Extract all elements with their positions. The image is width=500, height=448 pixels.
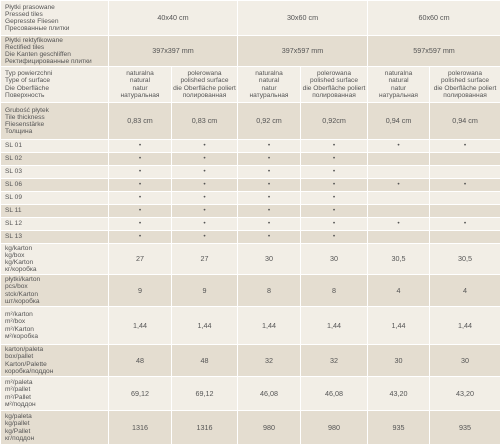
sl-row [1, 179, 500, 192]
label-line: м²/коробка [5, 332, 38, 340]
sl-row [1, 153, 500, 166]
thickness-value: 0,92 cm [238, 103, 301, 140]
availability-dot: • [109, 218, 172, 231]
packaging-row [1, 377, 500, 411]
empty-cell [368, 192, 430, 205]
label-line: м²/поддон [5, 400, 36, 408]
label-line: kg/Karton [5, 259, 34, 266]
availability-dot: • [109, 140, 172, 153]
size-60x60: 60x60 cm [368, 1, 500, 36]
packaging-value: 9 [109, 275, 172, 307]
sl-row [1, 205, 500, 218]
size-30x60: 30x60 cm [238, 1, 368, 36]
label-line: m²/paleta [5, 379, 33, 387]
availability-dot: • [238, 179, 301, 192]
packaging-value: 43,20 [430, 377, 500, 411]
sl-code: SL 01 [1, 140, 109, 153]
availability-dot: • [301, 218, 368, 231]
label-line: кг/коробка [5, 266, 37, 274]
availability-dot: • [238, 140, 301, 153]
packaging-value: 9 [172, 275, 238, 307]
thickness-label: Grubość płytek Tile thickness Fliesenstärke Толщина [1, 103, 109, 140]
packaging-value: 30 [301, 244, 368, 275]
availability-dot: • [109, 192, 172, 205]
empty-cell [368, 231, 430, 244]
label-line: pcs/box [5, 283, 28, 291]
label-line: коробка/поддон [5, 367, 54, 375]
surface-natural: naturalna natural natur натуральная [368, 67, 430, 103]
label-line: m²/pallet [5, 386, 31, 394]
availability-dot: • [238, 153, 301, 166]
empty-cell [430, 205, 500, 218]
packaging-value: 30,5 [430, 244, 500, 275]
availability-dot: • [172, 166, 238, 179]
packaging-value: 1,44 [430, 307, 500, 345]
availability-dot: • [109, 166, 172, 179]
packaging-value: 1316 [109, 411, 172, 445]
surface-row [1, 67, 500, 103]
empty-cell [368, 166, 430, 179]
sl-row [1, 140, 500, 153]
availability-dot: • [301, 179, 368, 192]
label-line: stck/Karton [5, 290, 38, 298]
availability-dot: • [172, 140, 238, 153]
packaging-label [1, 275, 109, 307]
empty-cell [368, 153, 430, 166]
label-line: box/pallet [5, 353, 34, 361]
surface-polished: polerowana polished surface die Oberfläche poliert полированная [172, 67, 238, 103]
empty-cell [368, 205, 430, 218]
packaging-value: 48 [172, 345, 238, 377]
availability-dot: • [172, 192, 238, 205]
packaging-value: 8 [301, 275, 368, 307]
packaging-value: 32 [301, 345, 368, 377]
availability-dot: • [301, 205, 368, 218]
surface-natural: naturalna natural natur натуральная [109, 67, 172, 103]
sl-code: SL 11 [1, 205, 109, 218]
availability-dot: • [238, 205, 301, 218]
label-line: płytki/karton [5, 276, 41, 284]
availability-dot: • [301, 166, 368, 179]
availability-dot: • [109, 231, 172, 244]
label-line: Karton/Palette [5, 360, 47, 368]
label-line: кг/поддон [5, 434, 35, 442]
packaging-label [1, 307, 109, 345]
availability-dot: • [172, 153, 238, 166]
empty-cell [430, 192, 500, 205]
rectified-label: Płytki rektyfikowane Rectified tiles Die Kanten geschliffen Ректифицированные плитки [1, 36, 109, 67]
sl-code: SL 06 [1, 179, 109, 192]
empty-cell [430, 166, 500, 179]
packaging-row [1, 307, 500, 345]
packaging-row [1, 275, 500, 307]
packaging-value: 1,44 [301, 307, 368, 345]
sl-code: SL 12 [1, 218, 109, 231]
thickness-value: 0,94 cm [430, 103, 500, 140]
availability-dot: • [368, 179, 430, 192]
availability-dot: • [368, 140, 430, 153]
packaging-label [1, 345, 109, 377]
sl-row [1, 218, 500, 231]
thickness-value: 0,83 cm [109, 103, 172, 140]
rectified-size-397x397: 397x397 mm [109, 36, 238, 67]
packaging-value: 30 [368, 345, 430, 377]
availability-dot: • [301, 192, 368, 205]
sl-code: SL 09 [1, 192, 109, 205]
packaging-value: 980 [301, 411, 368, 445]
availability-dot: • [430, 140, 500, 153]
availability-dot: • [301, 153, 368, 166]
sl-row [1, 192, 500, 205]
packaging-value: 4 [430, 275, 500, 307]
packaging-value: 27 [172, 244, 238, 275]
availability-dot: • [430, 179, 500, 192]
rectified-size-397x597: 397x597 mm [238, 36, 368, 67]
availability-dot: • [238, 166, 301, 179]
availability-dot: • [238, 218, 301, 231]
availability-dot: • [172, 205, 238, 218]
packaging-value: 1,44 [172, 307, 238, 345]
surface-natural: naturalna natural natur натуральная [238, 67, 301, 103]
label-line: m²/Pallet [5, 393, 32, 401]
availability-dot: • [109, 179, 172, 192]
label-line: kg/karton [5, 244, 33, 252]
label-line: шт/коробка [5, 297, 40, 305]
surface-polished: polerowana polished surface die Oberfläche poliert полированная [430, 67, 500, 103]
label-line: kg/Pallet [5, 427, 31, 435]
packaging-value: 980 [238, 411, 301, 445]
packaging-value: 1,44 [368, 307, 430, 345]
availability-dot: • [172, 218, 238, 231]
sl-code: SL 13 [1, 231, 109, 244]
packaging-value: 32 [238, 345, 301, 377]
availability-dot: • [238, 231, 301, 244]
label-line: kg/box [5, 251, 25, 259]
packaging-value: 30 [430, 345, 500, 377]
packaging-value: 1,44 [109, 307, 172, 345]
packaging-value: 43,20 [368, 377, 430, 411]
sl-code: SL 03 [1, 166, 109, 179]
packaging-value: 30 [238, 244, 301, 275]
sl-code: SL 02 [1, 153, 109, 166]
label-line: karton/paleta [5, 346, 44, 354]
packaging-value: 30,5 [368, 244, 430, 275]
thickness-row [1, 103, 500, 140]
thickness-value: 0,92cm [301, 103, 368, 140]
packaging-value: 935 [368, 411, 430, 445]
packaging-value: 69,12 [172, 377, 238, 411]
packaging-value: 48 [109, 345, 172, 377]
packaging-label [1, 244, 109, 275]
rectified-row [1, 36, 500, 67]
packaging-value: 46,08 [238, 377, 301, 411]
format-row [1, 1, 500, 36]
packaging-label [1, 411, 109, 445]
availability-dot: • [430, 218, 500, 231]
empty-cell [430, 231, 500, 244]
packaging-row [1, 345, 500, 377]
label-line: kg/paleta [5, 413, 32, 421]
packaging-value: 1,44 [238, 307, 301, 345]
packaging-value: 935 [430, 411, 500, 445]
packaging-row [1, 411, 500, 445]
packaging-value: 69,12 [109, 377, 172, 411]
availability-dot: • [109, 205, 172, 218]
availability-dot: • [172, 179, 238, 192]
label-line: m²/karton [5, 311, 33, 319]
label-line: m²/Karton [5, 325, 34, 333]
availability-dot: • [238, 192, 301, 205]
size-40x40: 40x40 cm [109, 1, 238, 36]
packaging-value: 46,08 [301, 377, 368, 411]
thickness-value: 0,94 cm [368, 103, 430, 140]
availability-dot: • [301, 231, 368, 244]
surface-polished: polerowana polished surface die Oberfläche poliert полированная [301, 67, 368, 103]
rectified-size-597x597: 597x597 mm [368, 36, 500, 67]
empty-cell [430, 153, 500, 166]
availability-dot: • [301, 140, 368, 153]
format-label: Płytki prasowane Pressed tiles Gepresste Fliesen Пресованные плитки [1, 1, 109, 36]
packaging-value: 8 [238, 275, 301, 307]
packaging-row [1, 244, 500, 275]
packaging-label [1, 377, 109, 411]
packaging-value: 1316 [172, 411, 238, 445]
thickness-value: 0,83 cm [172, 103, 238, 140]
surface-label: Typ powierzchni Type of surface Die Oberfläche Поверхность [1, 67, 109, 103]
sl-row [1, 166, 500, 179]
sl-row [1, 231, 500, 244]
availability-dot: • [109, 153, 172, 166]
availability-dot: • [368, 218, 430, 231]
label-line: m²/box [5, 318, 26, 326]
packaging-value: 4 [368, 275, 430, 307]
label-line: kg/pallet [5, 420, 30, 428]
packaging-value: 27 [109, 244, 172, 275]
availability-dot: • [172, 231, 238, 244]
